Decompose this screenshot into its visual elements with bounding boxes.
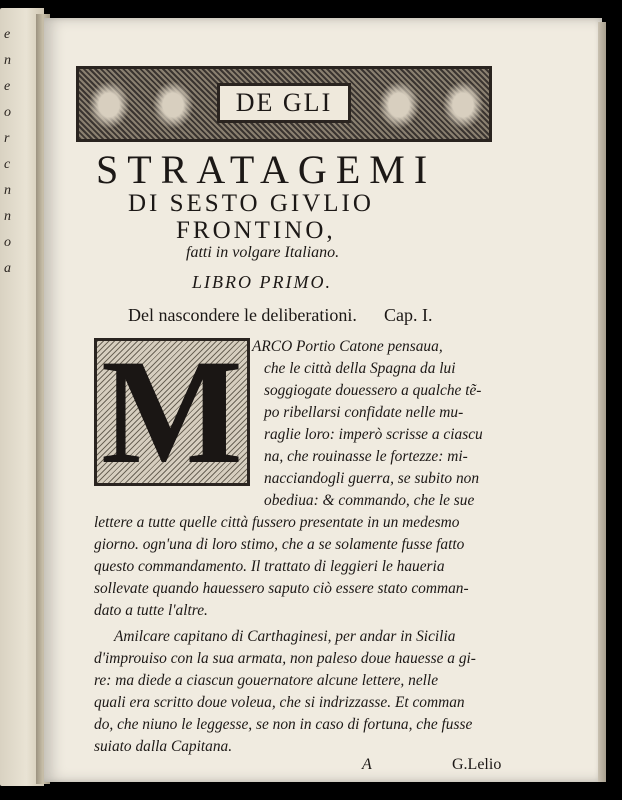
text-line: che le città della Spagna da lui [264, 360, 456, 377]
text-line: ARCO Portio Catone pensaua, [252, 338, 443, 355]
edge-letter: c [4, 157, 11, 172]
text-line: Amilcare capitano di Carthaginesi, per andar in Sicilia [114, 628, 456, 645]
chapter-title: Del nascondere le deliberationi. [128, 305, 357, 325]
text-line: do, che niuno le leggesse, se non in caso di fortuna, che fusse [94, 716, 473, 733]
cherub-figure-icon [439, 77, 487, 133]
book-heading: LIBRO PRIMO. [192, 272, 332, 292]
catchword: G.Lelio [452, 756, 502, 773]
cherub-figure-icon [85, 77, 133, 133]
text-line: d'improuiso con la sua armata, non paleso doue hauesse a gi- [94, 650, 476, 667]
text-line: sollevate quando hauessero saputo ciò essere stato comman- [94, 580, 469, 597]
edge-letter: o [4, 235, 11, 250]
text-line: nacciandogli guerra, se subito non [264, 470, 480, 487]
drop-cap-letter: M [101, 329, 243, 495]
edge-letter: o [4, 105, 11, 120]
cherub-figure-icon [375, 77, 423, 133]
chapter-number: Cap. I. [384, 305, 433, 325]
text-line: dato a tutte l'altre. [94, 602, 208, 619]
page-fore-edge [598, 22, 606, 782]
text-line: raglie loro: imperò scrisse a ciascu [264, 426, 483, 443]
text-line: obediua: & commando, che le sue [264, 492, 475, 509]
text-line: na, che rouinasse le fortezze: mi- [264, 448, 468, 465]
text-line: re: ma diede a ciascun gouernatore alcune lettere, nelle [94, 672, 439, 689]
text-line: questo commandamento. Il trattato di leggieri le haueria [94, 558, 445, 575]
translation-note: fatti in volgare Italiano. [186, 244, 340, 261]
edge-letter: a [4, 261, 11, 276]
text-line: lettere a tutte quelle città fussero presentate in un medesmo [94, 514, 460, 531]
edge-letter: r [4, 131, 10, 146]
headpiece-cartouche [217, 83, 351, 123]
headpiece-ornament [76, 66, 492, 142]
edge-letter: n [4, 53, 11, 68]
signature-mark: A [362, 756, 372, 773]
text-line: suiato dalla Capitana. [94, 738, 233, 755]
text-line: soggiogate douessero a qualche tẽ- [264, 382, 482, 399]
edge-letter: n [4, 183, 11, 198]
title-author: FRONTINO, [176, 217, 336, 244]
edge-letter: e [4, 79, 11, 94]
edge-letter: n [4, 209, 11, 224]
decorated-initial [94, 329, 250, 495]
title-subtitle: DI SESTO GIVLIO [128, 190, 374, 217]
text-line: giorno. ogn'una di loro stimo, che a se solamente fusse fatto [94, 536, 465, 553]
cherub-figure-icon [149, 77, 197, 133]
edge-letter: e [4, 27, 11, 42]
text-line: po ribellarsi confidate nelle mu- [264, 404, 464, 421]
left-page-text [4, 22, 34, 282]
book-title: STRATAGEMI [96, 147, 437, 192]
headpiece-label: DE GLI [235, 88, 333, 117]
text-line: quali era scritto doue voleua, che si indrizzasse. Et comman [94, 694, 465, 711]
